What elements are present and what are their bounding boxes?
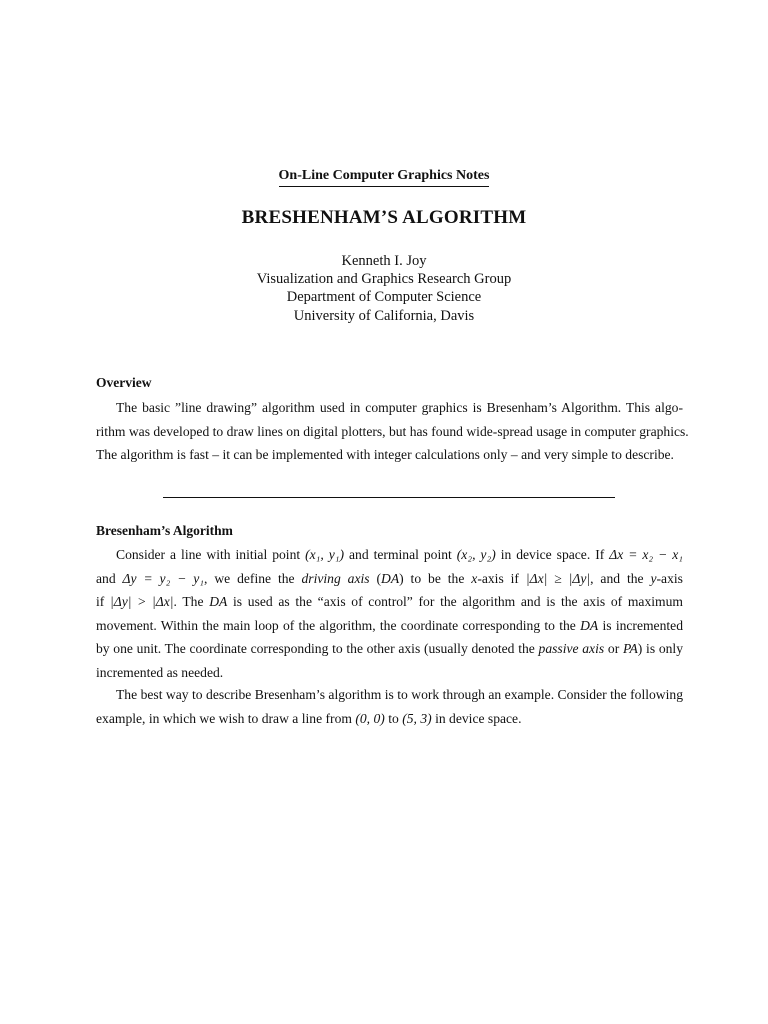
math-expression: (x₁, y₁) <box>305 547 345 562</box>
paragraph-line: and Δy = y₂ − y₁, we define the driving axis (DA) to be the x-axis if |Δx| ≥ |Δy|, and the y-axis <box>96 570 683 586</box>
emphasis-text: passive axis <box>538 641 605 656</box>
emphasis-text: DA <box>209 594 228 609</box>
paragraph-line: if |Δy| > |Δx|. The DA is used as the “axis of control” for the algorithm and is the axis of maximum <box>96 594 683 609</box>
affiliation-line: Visualization and Graphics Research Group <box>256 271 512 288</box>
author-block <box>0 252 768 325</box>
section-divider <box>163 497 615 498</box>
series-title-text: On-Line Computer Graphics Notes <box>279 168 490 187</box>
author-name: Kenneth I. Joy <box>341 253 427 269</box>
affiliation-line: University of California, Davis <box>293 307 475 324</box>
math-expression: Δy = y₂ − y₁ <box>122 570 205 586</box>
bresenham-paragraph-2 <box>96 683 683 730</box>
document-title: BRESHENHAM’S ALGORITHM <box>241 207 527 228</box>
math-expression: |Δx| ≥ |Δy| <box>525 570 591 586</box>
paragraph-line: example, in which we wish to draw a line from (0, 0) to (5, 3) in device space. <box>96 710 522 726</box>
math-expression: (0, 0) <box>355 710 385 726</box>
math-expression: |Δy| > |Δx| <box>110 594 174 609</box>
paragraph-line: movement. Within the main loop of the algorithm, the coordinate corresponding to the DA is incremented <box>96 617 683 633</box>
bresenham-paragraph-1 <box>96 543 683 684</box>
math-expression: y <box>650 570 657 586</box>
paragraph-line: by one unit. The coordinate corresponding to the other axis (usually denoted the passive axis or PA) is only <box>96 641 683 656</box>
emphasis-text: DA <box>580 617 599 633</box>
overview-paragraph <box>96 396 689 467</box>
paragraph-line: The algorithm is fast – it can be implemented with integer calculations only – and very simple to describe. <box>96 447 674 462</box>
math-expression: x <box>471 570 478 586</box>
bresenham-heading: Bresenham’s Algorithm <box>96 523 233 538</box>
paragraph-line: incremented as needed. <box>96 664 224 680</box>
paragraph-line: Consider a line with initial point (x₁, y₁) and terminal point (x₂, y₂) in device space. If Δx = x₂ − x₁ <box>116 547 683 562</box>
paragraph-line: The basic ”line drawing” algorithm used in computer graphics is Bresenham’s Algorithm. This algo- <box>116 400 683 415</box>
math-expression: (x₂, y₂) <box>456 547 496 562</box>
overview-heading: Overview <box>96 375 152 390</box>
emphasis-text: driving axis <box>301 570 370 586</box>
series-title <box>0 168 768 187</box>
affiliation-line: Department of Computer Science <box>286 289 482 306</box>
paragraph-line: rithm was developed to draw lines on digital plotters, but has found wide-spread usage in computer graphics. <box>96 423 689 439</box>
emphasis-text: DA <box>381 570 400 586</box>
math-expression: (5, 3) <box>402 710 432 726</box>
math-expression: Δx = x₂ − x₁ <box>609 547 683 562</box>
emphasis-text: PA <box>622 641 638 656</box>
paragraph-line: The best way to describe Bresenham’s algorithm is to work through an example. Consider the following <box>116 687 683 702</box>
